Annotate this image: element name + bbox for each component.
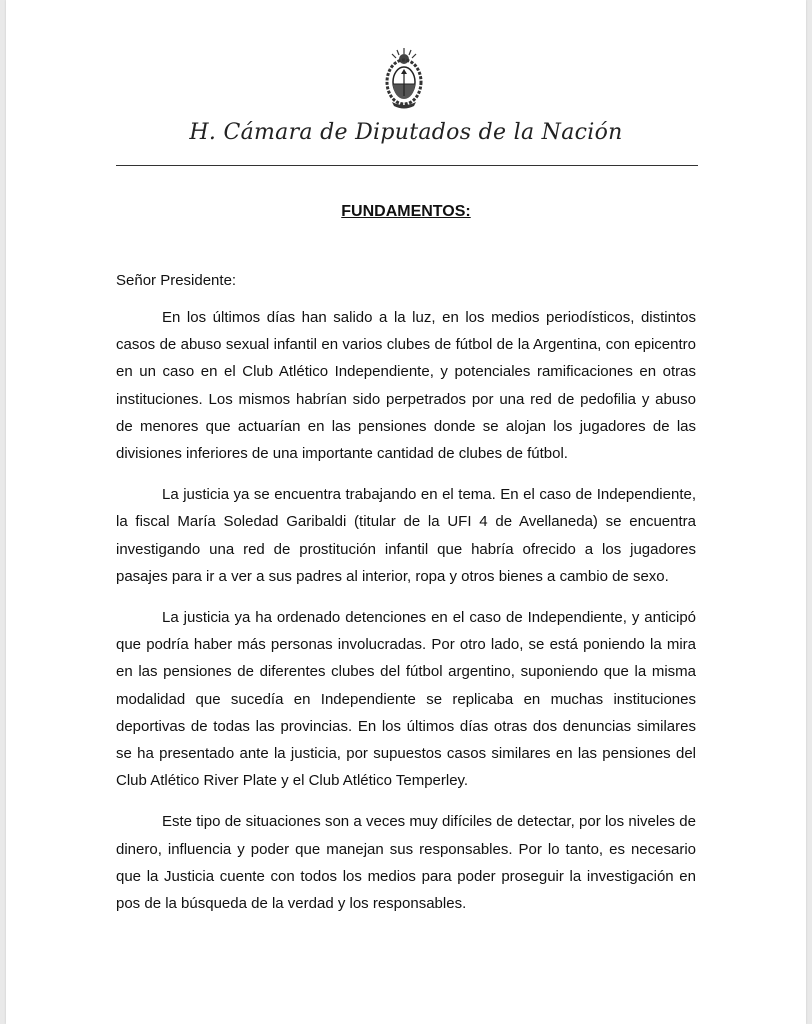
letterhead-house-name: H. Cámara de Diputados de la Nación (189, 120, 623, 145)
salutation: Señor Presidente: (116, 272, 237, 289)
paragraph-2: La justicia ya se encuentra trabajando en el tema. En el caso de Independiente, la fiscal María Soledad Garibaldi (titular de la UFI 4 de Avellaneda) se encuentra investigando una red de prostitución infantil que habría ofrecido a los jugadores pasajes para ir a ver a sus padres al interior, ropa y otros bienes a cambio de sexo. (116, 486, 696, 585)
paragraph-4: Este tipo de situaciones son a veces muy difíciles de detectar, por los niveles de dinero, influencia y poder que manejan sus responsables. Por lo tanto, es necesario que la Justicia cuente con todos los medios para poder proseguir la investigación en pos de la búsqueda de la verdad y los responsables. (116, 813, 696, 913)
national-coat-of-arms-icon (384, 46, 424, 112)
header-divider (116, 165, 698, 166)
paragraph-3: La justicia ya ha ordenado detenciones en el caso de Independiente, y anticipó que podría haber más personas involucradas. Por otro lado, se está poniendo la mira en las pensiones de diferentes clubes del fútbol argentino, suponiendo que la misma modalidad que sucedía en Independiente se replicaba en muchas instituciones deportivas de todas las provincias. En los últimos días otras dos denuncias similares se ha presentado ante la justicia, por supuestos casos similares en las pensiones del Club Atlético River Plate y el Club Atlético Temperley. (116, 609, 696, 790)
document-body (116, 304, 696, 931)
paragraph-1: En los últimos días han salido a la luz, en los medios periodísticos, distintos casos de abuso sexual infantil en varios clubes de fútbol de la Argentina, con epicentro en un caso en el Club Atlético Independiente, y potenciales ramificaciones en otras instituciones. Los mismos habrían sido perpetrados por una red de pedofilia y abuso de menores que actuarían en las pensiones donde se alojan los jugadores de las divisiones inferiores de una importante cantidad de clubes de fútbol. (116, 309, 696, 463)
document-page (6, 0, 806, 1024)
document-title: FUNDAMENTOS: (341, 203, 471, 220)
